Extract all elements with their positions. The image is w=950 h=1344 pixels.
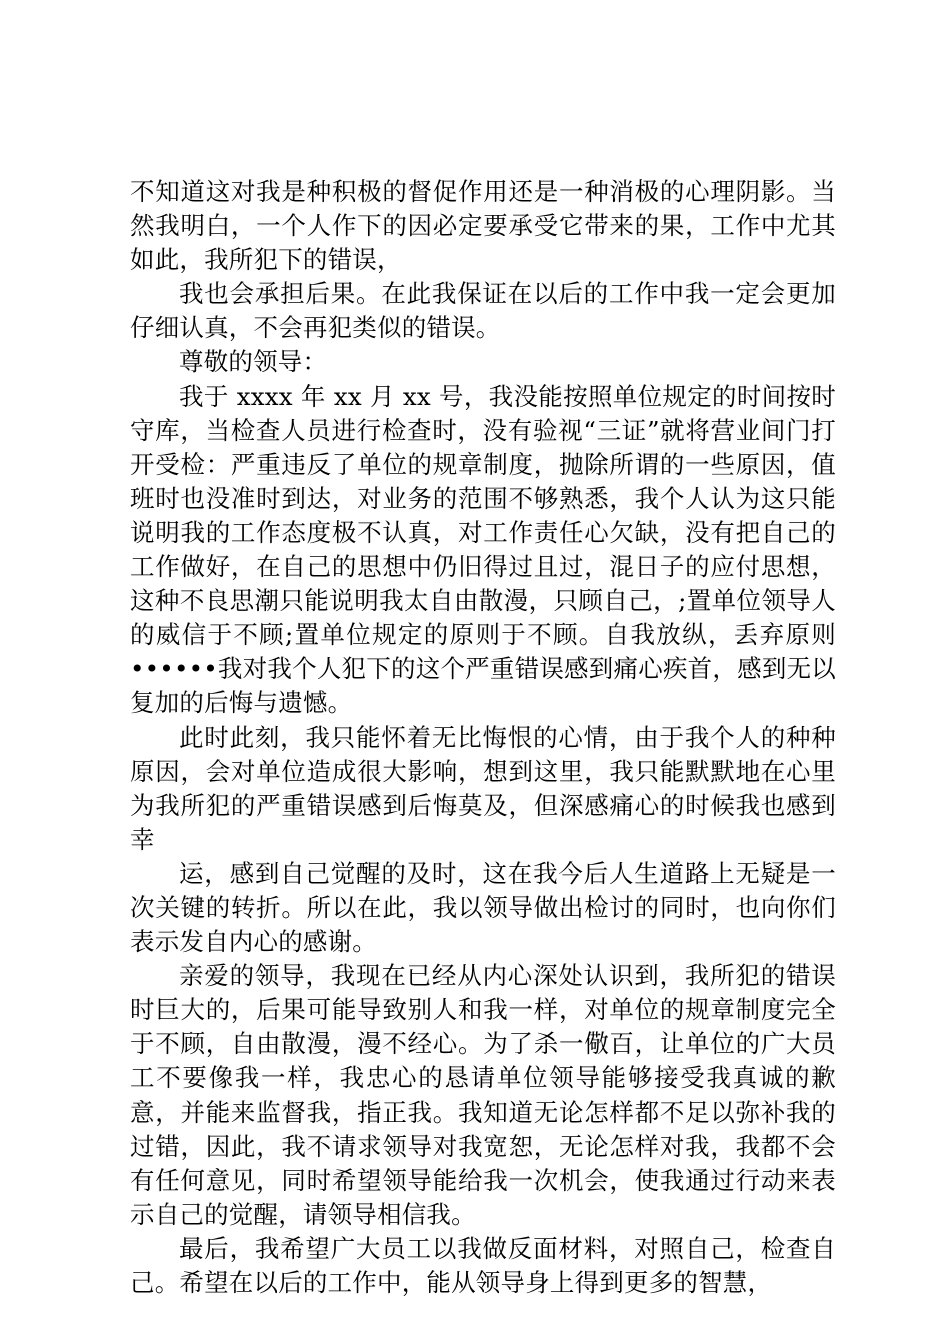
paragraph: 运，感到自己觉醒的及时，这在我今后人生道路上无疑是一次关键的转折。所以在此，我以领导做出检讨的同时，也向你们表示发自内心的感谢。 <box>130 858 836 957</box>
document-body <box>130 175 836 1300</box>
paragraph: 我也会承担后果。在此我保证在以后的工作中我一定会更加仔细认真，不会再犯类似的错误。 <box>130 279 836 343</box>
paragraph: 最后，我希望广大员工以我做反面材料，对照自己，检查自己。希望在以后的工作中，能从领导身上得到更多的智慧， <box>130 1233 836 1297</box>
paragraph: 此时此刻，我只能怀着无比悔恨的心情，由于我个人的种种原因，会对单位造成很大影响，想到这里，我只能默默地在心里为我所犯的严重错误感到后悔莫及，但深感痛心的时候我也感到幸 <box>130 722 836 854</box>
paragraph-continuation: 不知道这对我是种积极的督促作用还是一种消极的心理阴影。当然我明白，一个人作下的因必定要承受它带来的果，工作中尤其如此，我所犯下的错误， <box>130 177 836 275</box>
salutation: 尊敬的领导： <box>179 347 328 377</box>
paragraph: 亲爱的领导，我现在已经从内心深处认识到，我所犯的错误时巨大的，后果可能导致别人和我一样，对单位的规章制度完全于不顾，自由散漫，漫不经心。为了杀一儆百，让单位的广大员工不要像我一样，我忠心的恳请单位领导能够接受我真诚的歉意，并能来监督我，指正我。我知道无论怎样都不足以弥补我的过错，因此，我不请求领导对我宽恕，无论怎样对我，我都不会有任何意见，同时希望领导能给我一次机会，使我通过行动来表示自己的觉醒，请领导相信我。 <box>130 961 836 1229</box>
paragraph: 我于 xxxx 年 xx 月 xx 号，我没能按照单位规定的时间按时守库，当检查人员进行检查时，没有验视“三证”就将营业间门打开受检：严重违反了单位的规章制度，抛除所谓的一些原因，值班时也没准时到达，对业务的范围不够熟悉，我个人认为这只能说明我的工作态度极不认真，对工作责任心欠缺，没有把自己的工作做好，在自己的思想中仍旧得过且过，混日子的应付思想，这种不良思潮只能说明我太自由散漫，只顾自己，;置单位领导人的威信于不顾;置单位规定的原则于不顾。自我放纵，丢弃原则••••••我对我个人犯下的这个严重错误感到痛心疾首，感到无以复加的后悔与遗憾。 <box>130 381 836 718</box>
